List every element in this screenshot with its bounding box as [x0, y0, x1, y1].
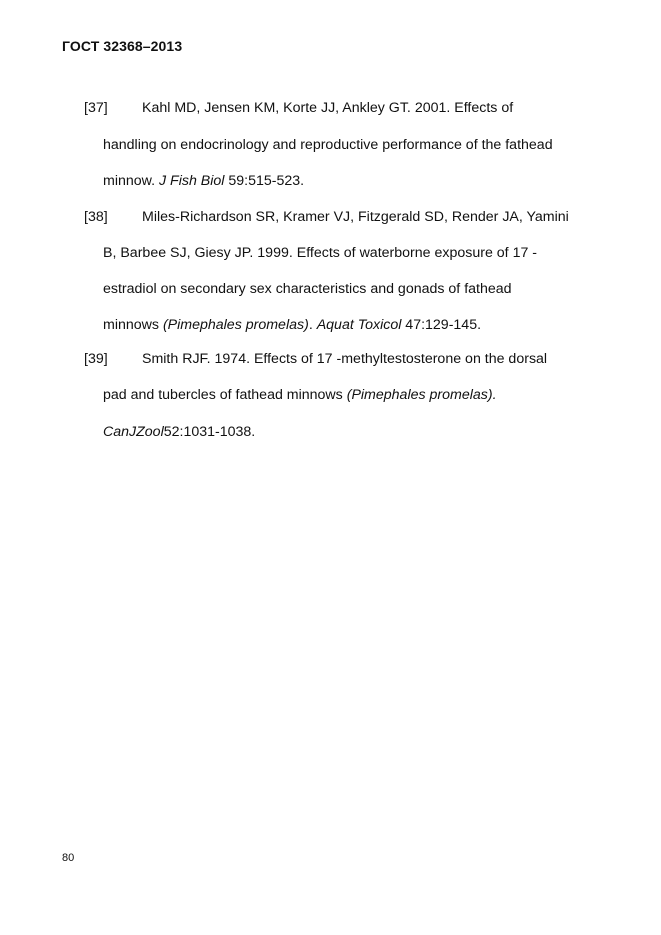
- reference-text-line: [103, 423, 255, 441]
- reference-number: [38]: [84, 209, 108, 225]
- reference-text: 59:515-523.: [224, 173, 305, 189]
- document-header: ГОСТ 32368–2013: [62, 38, 183, 54]
- reference-text-line: [103, 172, 304, 190]
- reference-text: pad and tubercles of fathead minnows: [103, 387, 347, 403]
- reference-text-line: B, Barbee SJ, Giesy JP. 1999. Effects of waterborne exposure of 17 -: [103, 245, 538, 261]
- reference-text-line: handling on endocrinology and reproductive performance of the fathead: [103, 137, 553, 153]
- species-name: (Pimephales promelas).: [346, 387, 497, 403]
- reference-text-line: estradiol on secondary sex characteristics and gonads of fathead: [103, 281, 512, 297]
- page-number: 80: [62, 852, 75, 864]
- reference-text-line: Miles-Richardson SR, Kramer VJ, Fitzgerald SD, Render JA, Yamini: [142, 209, 569, 225]
- reference-text: 52:1031-1038.: [163, 424, 256, 440]
- reference-text: 47:129-145.: [401, 317, 482, 333]
- journal-name: CanJZool: [103, 424, 164, 440]
- reference-number: [37]: [84, 100, 108, 116]
- reference-text: minnow.: [103, 173, 159, 189]
- reference-number: [39]: [84, 351, 108, 367]
- journal-name: J Fish Biol: [159, 173, 225, 189]
- reference-text: minnows: [103, 317, 163, 333]
- reference-text: .: [308, 317, 317, 333]
- species-name: (Pimephales promelas): [162, 317, 309, 333]
- reference-text-line: [103, 316, 481, 334]
- reference-text-line: [103, 386, 497, 404]
- reference-text-line: Smith RJF. 1974. Effects of 17 -methyltestosterone on the dorsal: [142, 351, 548, 367]
- journal-name: Aquat Toxicol: [316, 317, 402, 333]
- reference-text-line: Kahl MD, Jensen KM, Korte JJ, Ankley GT. 2001. Effects of: [142, 100, 514, 116]
